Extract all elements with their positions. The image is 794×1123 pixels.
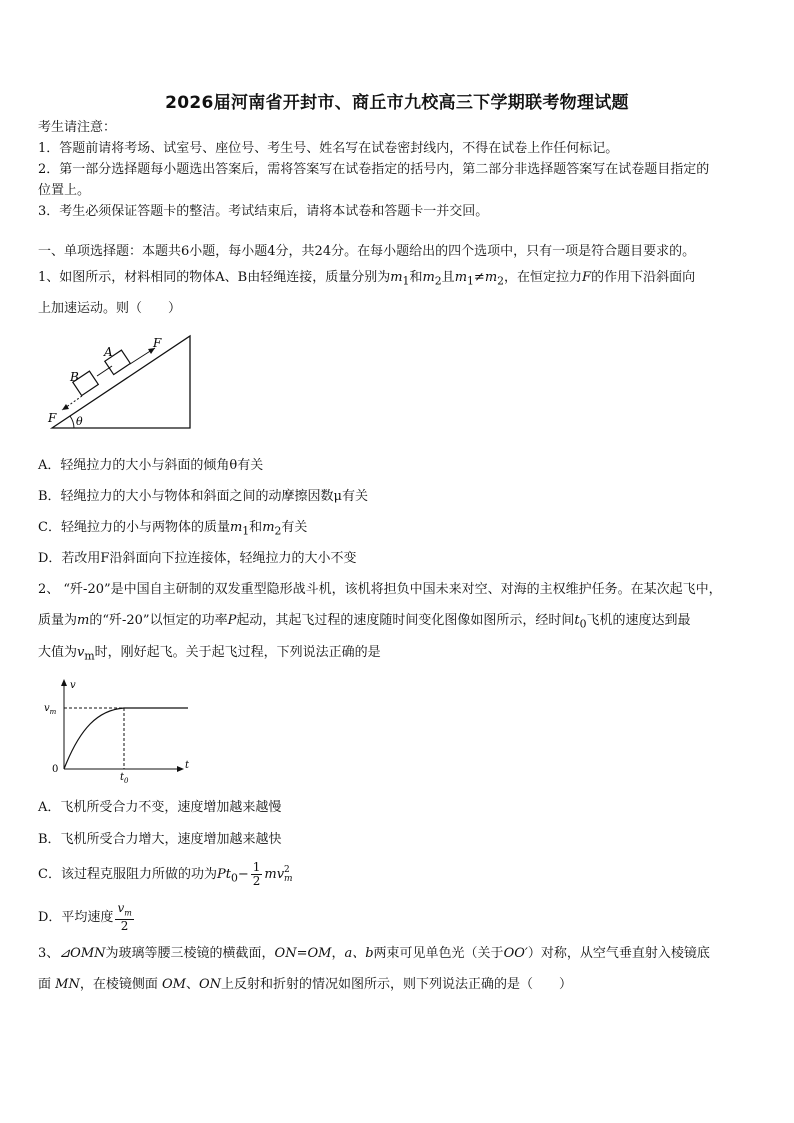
q3-ab: a、b bbox=[344, 946, 374, 961]
q3-sep: 、 bbox=[185, 977, 199, 992]
q2-vm: v bbox=[77, 645, 85, 660]
theta-arc bbox=[70, 416, 74, 428]
q1-and: 和 bbox=[409, 270, 423, 285]
notice-item-1: 1．答题前请将考场、试室号、座位号、考生号、姓名写在试卷密封线内，不得在试卷上作任何标记。 bbox=[38, 141, 619, 156]
q1-option-b: B．轻绳拉力的大小与物体和斜面之间的动摩擦因数μ有关 bbox=[38, 489, 369, 504]
q3-triangle: ⊿OMN bbox=[59, 946, 106, 961]
q1-F: F bbox=[582, 270, 592, 285]
q2-option-c-sub-m: m bbox=[284, 873, 293, 884]
q2-text-a: 质量为 bbox=[38, 613, 78, 628]
q1-text-b: 且 bbox=[441, 270, 455, 285]
label-vm-sub: m bbox=[49, 708, 57, 716]
q1-text-c: ，在恒定拉力 bbox=[504, 270, 583, 285]
q2-option-d bbox=[38, 902, 136, 933]
q1-text: 1、如图所示，材料相同的物体A、B由轻绳连接，质量分别为 bbox=[38, 270, 391, 285]
q3-text-f: 面 bbox=[38, 977, 52, 992]
q1-option-a: A．轻绳拉力的大小与斜面的倾角θ有关 bbox=[38, 458, 264, 473]
label-t0 bbox=[120, 772, 129, 785]
q1-stem-line2: 上加速运动。则（ ） bbox=[38, 301, 182, 316]
q2-stem-line1: 2、 “歼-20”是中国自主研制的双发重型隐形战斗机，该机将担负中国未来对空、对海的主权维护任务。在某次起飞中， bbox=[38, 582, 722, 597]
rope bbox=[97, 366, 112, 376]
q2-option-c-num: 1 bbox=[252, 860, 261, 874]
q1-option-c-end: 有关 bbox=[281, 520, 308, 535]
q1-option-d: D．若改用F沿斜面向下拉连接体，轻绳拉力的大小不变 bbox=[38, 551, 357, 566]
q2-option-d-v: v bbox=[117, 901, 125, 915]
label-vm-v: v bbox=[44, 703, 50, 714]
force-down-arrowhead bbox=[62, 404, 69, 410]
q3-eq: ON=OM bbox=[274, 946, 332, 961]
label-vm bbox=[44, 703, 57, 716]
q1-option-c-text: C．轻绳拉力的小与两物体的质量 bbox=[38, 520, 230, 535]
q3-om: OM bbox=[162, 977, 186, 992]
notice-item-2: 2．第一部分选择题每小题选出答案后，需将答案写在试卷指定的括号内，第二部分非选择题答案写在试卷题目指定的 bbox=[38, 162, 710, 177]
label-f-up: F bbox=[153, 336, 162, 350]
q1-option-c bbox=[38, 520, 307, 540]
label-origin: 0 bbox=[52, 764, 59, 775]
q2-option-d-text: D．平均速度 bbox=[38, 910, 114, 926]
incline-figure bbox=[44, 332, 194, 432]
q2-text-c: 起动，其起飞过程的速度随时间变化图像如图所示，经时间 bbox=[236, 613, 575, 628]
q3-text-h: 上反射和折射的情况如图所示，则下列说法正确的是（ ） bbox=[221, 977, 573, 992]
q1-m2-sub: 2 bbox=[434, 274, 442, 288]
q2-option-d-num bbox=[115, 902, 133, 920]
q3-text-e: ）对称，从空气垂直射入棱镜底 bbox=[527, 946, 710, 961]
q1-neq: ≠ bbox=[473, 270, 485, 285]
q2-t0-sub: 0 bbox=[579, 617, 587, 631]
q3-oo: OO′ bbox=[503, 946, 528, 961]
q1-m2b: m bbox=[484, 270, 498, 285]
label-t0-t: t bbox=[120, 772, 125, 783]
q3-text-c: ， bbox=[331, 946, 345, 961]
q3-stem-line2 bbox=[38, 977, 572, 993]
v-axis-arrowhead bbox=[61, 679, 67, 686]
q3-text-g: ，在棱镜侧面 bbox=[79, 977, 158, 992]
q3-text-b: 为玻璃等腰三棱镜的横截面， bbox=[105, 946, 275, 961]
q1-m2b-sub: 2 bbox=[497, 274, 505, 288]
q1-text-d: 的作用下沿斜面向 bbox=[591, 270, 696, 285]
notice-item-3: 3．考生必须保证答题卡的整洁。考试结束后，请将本试卷和答题卡一并交回。 bbox=[38, 204, 489, 219]
q3-text-a: 3、 bbox=[38, 946, 60, 961]
q2-option-c-den: 2 bbox=[252, 874, 261, 888]
q1-m1b: m bbox=[454, 270, 468, 285]
q2-option-c-mv: mv bbox=[264, 867, 285, 882]
label-v: v bbox=[70, 680, 76, 691]
q2-option-b: B．飞机所受合力增大，速度增加越来越快 bbox=[38, 832, 282, 847]
q2-option-d-vsub: m bbox=[124, 908, 132, 918]
q1-option-c-s2: 2 bbox=[274, 524, 282, 538]
notice-item-2-cont: 位置上。 bbox=[38, 183, 91, 198]
q2-P: P bbox=[227, 613, 237, 628]
q1-option-c-m2: m bbox=[262, 520, 275, 535]
label-t: t bbox=[185, 760, 190, 771]
velocity-time-graph bbox=[40, 676, 200, 786]
q2-text-e: 大值为 bbox=[38, 645, 78, 660]
q2-option-c-minus: − bbox=[237, 867, 249, 882]
q2-m: m bbox=[77, 613, 90, 628]
q2-text-b: 的“歼-20”以恒定的功率 bbox=[89, 613, 228, 628]
q1-option-c-s1: 1 bbox=[242, 524, 250, 538]
q2-option-c-sub0: 0 bbox=[230, 871, 238, 885]
q2-text-d: 飞机的速度达到最 bbox=[586, 613, 691, 628]
label-theta: θ bbox=[76, 415, 83, 428]
q2-option-c-text: C．该过程克服阻力所做的功为 bbox=[38, 867, 217, 882]
t-axis-arrowhead bbox=[177, 766, 184, 772]
q1-m1-sub: 1 bbox=[402, 274, 410, 288]
section-heading: 一、单项选择题：本题共6小题，每小题4分，共24分。在每小题给出的四个选项中，只有一项是符合题目要求的。 bbox=[38, 244, 696, 259]
q2-text-f: 时，刚好起飞。关于起飞过程，下列说法正确的是 bbox=[94, 645, 381, 660]
q2-option-c-sup: 2 bbox=[284, 864, 290, 875]
q2-option-c-pt: Pt bbox=[216, 867, 231, 882]
q3-text-d: 两束可见单色光（关于 bbox=[373, 946, 504, 961]
q1-stem-line1 bbox=[38, 270, 695, 290]
label-f-down: F bbox=[48, 411, 57, 425]
q1-m2: m bbox=[422, 270, 435, 285]
q3-mn: MN bbox=[55, 977, 80, 992]
q3-stem-line1 bbox=[38, 946, 710, 962]
q2-option-d-fraction bbox=[115, 902, 133, 933]
label-b: B bbox=[70, 370, 79, 384]
q2-option-a: A．飞机所受合力不变，速度增加越来越慢 bbox=[38, 800, 282, 815]
q2-stem-line2 bbox=[38, 613, 690, 633]
q2-option-d-den: 2 bbox=[120, 919, 129, 934]
q3-on: ON bbox=[198, 977, 222, 992]
q1-m1b-sub: 1 bbox=[467, 274, 474, 288]
q2-option-c bbox=[38, 860, 293, 894]
notice-heading: 考生请注意： bbox=[38, 120, 117, 135]
q2-stem-line3 bbox=[38, 645, 381, 665]
exam-title: 2026届河南省开封市、商丘市九校高三下学期联考物理试题 bbox=[165, 93, 629, 113]
label-t0-sub: 0 bbox=[124, 777, 129, 785]
q2-option-c-scripts bbox=[284, 866, 293, 884]
q2-option-c-fraction bbox=[251, 861, 263, 888]
q1-option-c-and: 和 bbox=[249, 520, 263, 535]
q1-option-c-m1: m bbox=[229, 520, 243, 535]
q1-m1: m bbox=[390, 270, 403, 285]
q2-vm-sub: m bbox=[84, 649, 95, 663]
q2-t0: t bbox=[574, 613, 580, 628]
velocity-curve bbox=[64, 708, 188, 769]
label-a: A bbox=[104, 345, 113, 359]
